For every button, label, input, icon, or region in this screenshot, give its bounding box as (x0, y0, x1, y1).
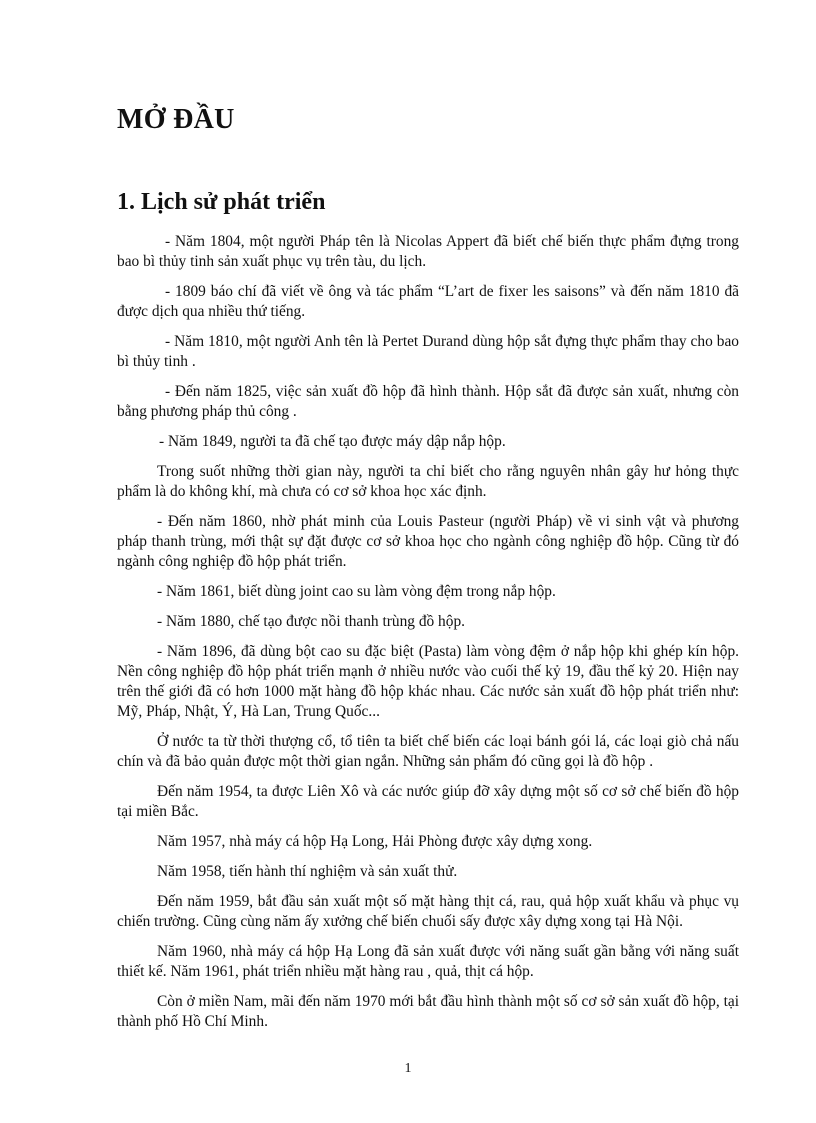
paragraph: - Năm 1896, đã dùng bột cao su đặc biệt (Pasta) làm vòng đệm ở nắp hộp khi ghép kín hộp. Nền công nghiệp đồ hộp phát triển mạnh ở nhiều nước vào cuối thế kỷ 19, đầu thế kỷ 20. Hiện nay trên thế giới đã có hơn 1000 mặt hàng đồ hộp khác nhau. Các nước sản xuất đồ hộp phát triển như: Mỹ, Pháp, Nhật, Ý, Hà Lan, Trung Quốc... (117, 643, 739, 720)
paragraph: - Năm 1804, một người Pháp tên là Nicolas Appert đã biết chế biến thực phẩm đựng trong bao bì thủy tinh sản xuất phục vụ trên tàu, du lịch. (117, 233, 739, 270)
section-heading: 1. Lịch sử phát triển (117, 189, 326, 215)
paragraph: - Năm 1849, người ta đã chế tạo được máy dập nắp hộp. (159, 433, 506, 450)
paragraph: - 1809 báo chí đã viết về ông và tác phẩm “L’art de fixer les saisons” và đến năm 1810 đã được dịch qua nhiều thứ tiếng. (117, 283, 739, 320)
paragraph: - Đến năm 1860, nhờ phát minh của Louis Pasteur (người Pháp) về vi sinh vật và phương pháp thanh trùng, mới thật sự đặt được cơ sở khoa học cho ngành công nghiệp đồ hộp. Cũng từ đó ngành công nghiệp đồ hộp phát triển. (117, 513, 739, 570)
paragraph: Ở nước ta từ thời thượng cổ, tổ tiên ta biết chế biến các loại bánh gói lá, các loại giò chả nấu chín và đã bảo quản được một thời gian ngắn. Những sản phẩm đó cũng gọi là đồ hộp . (117, 733, 739, 770)
page-title: MỞ ĐẦU (117, 104, 235, 135)
paragraph: Còn ở miền Nam, mãi đến năm 1970 mới bắt đầu hình thành một số cơ sở sản xuất đồ hộp, tại thành phố Hồ Chí Minh. (117, 993, 739, 1030)
page-number: 1 (404, 1061, 412, 1076)
paragraph: - Năm 1810, một người Anh tên là Pertet Durand dùng hộp sắt đựng thực phẩm thay cho bao bì thủy tinh . (117, 333, 739, 370)
paragraph: Đến năm 1959, bắt đầu sản xuất một số mặt hàng thịt cá, rau, quả hộp xuất khẩu và phục vụ chiến trường. Cũng cùng năm ấy xưởng chế biến chuối sấy được xây dựng xong tại Hà Nội. (117, 893, 739, 930)
body-text (117, 232, 739, 1032)
paragraph: Năm 1957, nhà máy cá hộp Hạ Long, Hải Phòng được xây dựng xong. (157, 833, 593, 850)
paragraph: - Đến năm 1825, việc sản xuất đồ hộp đã hình thành. Hộp sắt đã được sản xuất, nhưng còn bằng phương pháp thủ công . (117, 383, 739, 420)
paragraph: - Năm 1880, chế tạo được nồi thanh trùng đồ hộp. (157, 613, 465, 630)
paragraph: Trong suốt những thời gian này, người ta chỉ biết cho rằng nguyên nhân gây hư hỏng thực phẩm là do không khí, mà chưa có cơ sở khoa học xác định. (117, 463, 739, 500)
paragraph: Năm 1958, tiến hành thí nghiệm và sản xuất thử. (157, 863, 458, 880)
paragraph: Đến năm 1954, ta được Liên Xô và các nước giúp đỡ xây dựng một số cơ sở chế biến đồ hộp tại miền Bắc. (117, 783, 739, 820)
paragraph: - Năm 1861, biết dùng joint cao su làm vòng đệm trong nắp hộp. (157, 583, 556, 600)
paragraph: Năm 1960, nhà máy cá hộp Hạ Long đã sản xuất được với năng suất gần bằng với năng suất thiết kế. Năm 1961, phát triển nhiều mặt hàng rau , quả, thịt cá hộp. (117, 943, 739, 980)
